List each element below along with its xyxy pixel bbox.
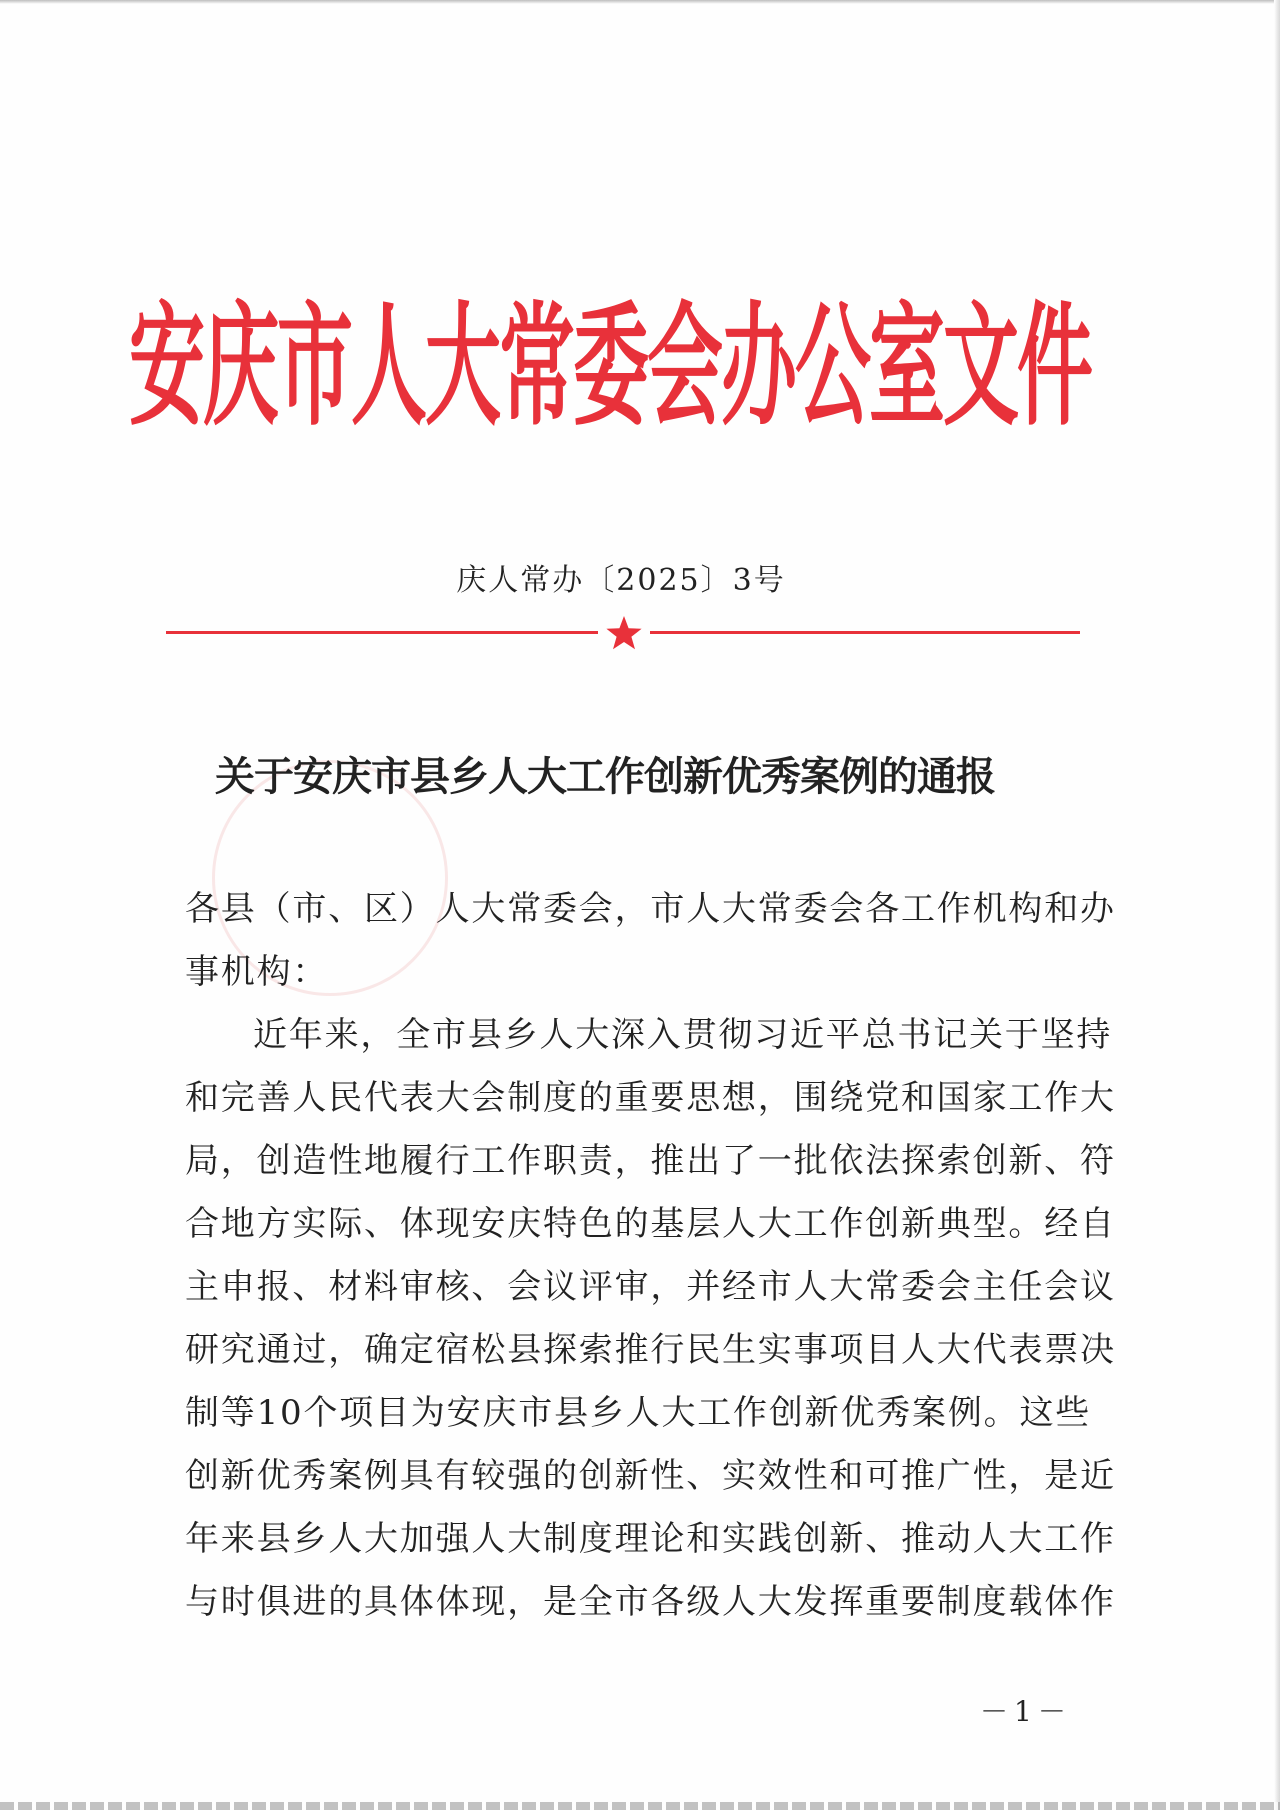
document-number: 庆人常办〔2025〕3号 <box>456 563 786 598</box>
scan-edge-right <box>1274 0 1280 1810</box>
red-rule-left <box>166 631 598 634</box>
body-line: 合地方实际、体现安庆特色的基层人大工作创新典型。经自 <box>185 1204 1116 1244</box>
document-body <box>185 878 1116 1634</box>
body-line: 年来县乡人大加强人大制度理论和实践创新、推动人大工作 <box>185 1519 1116 1559</box>
scan-edge-top <box>0 0 1280 4</box>
body-line: 创新优秀案例具有较强的创新性、实效性和可推广性，是近 <box>185 1456 1116 1496</box>
scan-edge-bottom <box>0 1802 1280 1810</box>
page-number: －1－ <box>980 1695 1072 1728</box>
body-line: 和完善人民代表大会制度的重要思想，围绕党和国家工作大 <box>185 1078 1116 1118</box>
document-masthead <box>129 255 1091 455</box>
masthead-text: 安庆市人大常委会办公室文件 <box>129 287 1091 444</box>
body-line: 局，创造性地履行工作职责，推出了一批依法探索创新、符 <box>185 1141 1116 1181</box>
body-line: 制等10个项目为安庆市县乡人大工作创新优秀案例。这些 <box>185 1393 1092 1433</box>
red-rule-right <box>650 631 1080 634</box>
body-line-addressee-cont: 事机构： <box>185 952 329 992</box>
star-icon <box>604 613 644 653</box>
body-line-paragraph-start: 近年来，全市县乡人大深入贯彻习近平总书记关于坚持 <box>253 1015 1113 1055</box>
body-line: 研究通过，确定宿松县探索推行民生实事项目人大代表票决 <box>185 1330 1116 1370</box>
body-line: 与时俱进的具体体现，是全市各级人大发挥重要制度载体作 <box>185 1582 1116 1622</box>
body-line: 主申报、材料审核、会议评审，并经市人大常委会主任会议 <box>185 1267 1116 1307</box>
body-line-addressee: 各县（市、区）人大常委会，市人大常委会各工作机构和办 <box>185 889 1116 929</box>
document-title: 关于安庆市县乡人大工作创新优秀案例的通报 <box>215 753 995 800</box>
